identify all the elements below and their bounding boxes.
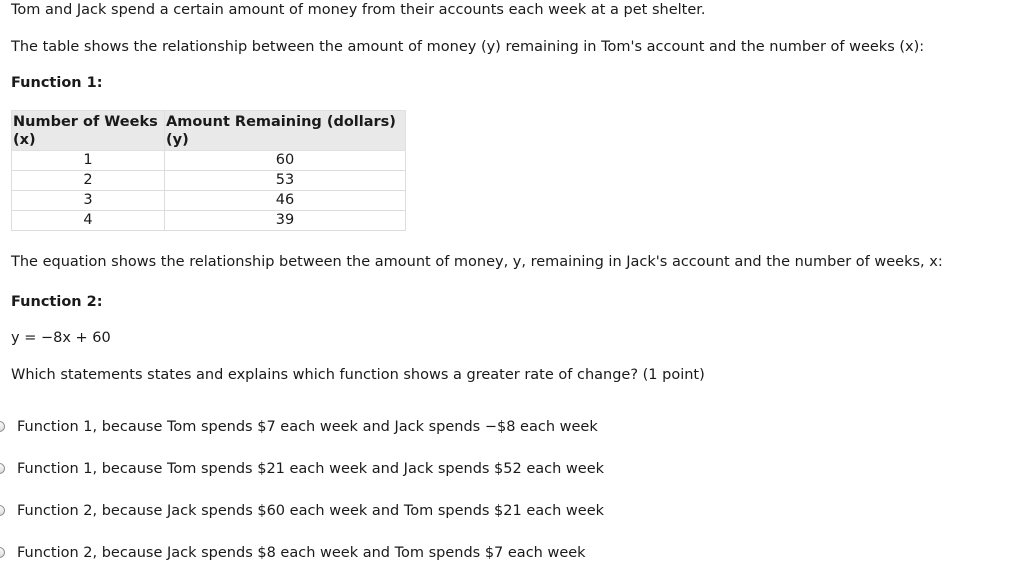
equation-text: y = −8x + 60 <box>11 330 111 346</box>
table-cell: 46 <box>165 191 406 211</box>
table-row <box>12 171 406 191</box>
table-cell: 2 <box>12 171 165 191</box>
equation-intro-text: The equation shows the relationship between the amount of money, y, remaining in Jack's account and the number of weeks, x: <box>11 254 943 270</box>
radio-button[interactable] <box>0 421 5 432</box>
column-header-line: Amount Remaining (dollars) <box>166 114 396 130</box>
table-row <box>12 151 406 171</box>
table-cell: 1 <box>12 151 165 171</box>
radio-button[interactable] <box>0 463 5 474</box>
question-text: Which statements states and explains which function shows a greater rate of change? (1 point) <box>11 367 705 383</box>
table-cell: 4 <box>12 211 165 231</box>
function-1-table <box>11 110 406 231</box>
table-cell: 60 <box>165 151 406 171</box>
table-cell: 3 <box>12 191 165 211</box>
answer-option-label[interactable]: Function 1, because Tom spends $21 each week and Jack spends $52 each week <box>17 461 605 477</box>
column-header-line: (x) <box>13 132 36 148</box>
table-row <box>12 211 406 231</box>
column-header-line: Number of Weeks <box>13 114 158 130</box>
column-header-amount <box>165 111 406 151</box>
answer-option-label[interactable]: Function 2, because Jack spends $60 each week and Tom spends $21 each week <box>17 503 605 519</box>
column-header-weeks <box>12 111 165 151</box>
table-header-row <box>12 111 406 151</box>
intro-text: Tom and Jack spend a certain amount of money from their accounts each week at a pet shelter. <box>11 2 706 18</box>
table-intro-text: The table shows the relationship between the amount of money (y) remaining in Tom's account and the number of weeks (x): <box>11 39 925 55</box>
radio-button[interactable] <box>0 505 5 516</box>
table-row <box>12 191 406 211</box>
function-1-label: Function 1: <box>11 75 103 91</box>
table-cell: 39 <box>165 211 406 231</box>
function-2-label: Function 2: <box>11 294 103 310</box>
answer-option-label[interactable]: Function 2, because Jack spends $8 each week and Tom spends $7 each week <box>17 545 586 561</box>
column-header-line: (y) <box>166 132 189 148</box>
table-cell: 53 <box>165 171 406 191</box>
answer-option-label[interactable]: Function 1, because Tom spends $7 each week and Jack spends −$8 each week <box>17 419 598 435</box>
radio-button[interactable] <box>0 547 5 558</box>
